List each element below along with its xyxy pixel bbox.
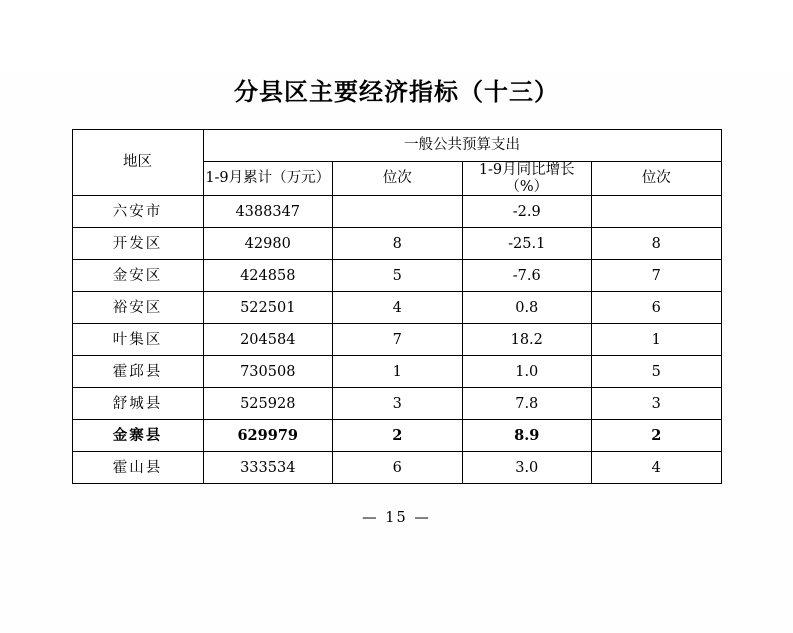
cell-region: 裕安区 <box>72 292 203 324</box>
cell-amount: 42980 <box>203 228 333 260</box>
cell-rank-amount: 8 <box>333 228 463 260</box>
cell-growth: 0.8 <box>462 292 592 324</box>
page-title: 分县区主要经济指标（十三） <box>234 77 559 106</box>
table-row <box>72 324 721 356</box>
table-row <box>72 452 721 484</box>
table-row <box>72 196 721 228</box>
cell-amount: 424858 <box>203 260 333 292</box>
cell-growth: -7.6 <box>462 260 592 292</box>
statistics-table-container <box>72 129 722 484</box>
table-body <box>72 196 721 484</box>
cell-rank-growth: 5 <box>592 356 722 388</box>
table-row <box>72 260 721 292</box>
cell-amount: 333534 <box>203 452 333 484</box>
cell-rank-amount: 1 <box>333 356 463 388</box>
cell-growth: 3.0 <box>462 452 592 484</box>
column-header-rank-growth: 位次 <box>592 162 722 196</box>
cell-growth: -25.1 <box>462 228 592 260</box>
cell-growth: -2.9 <box>462 196 592 228</box>
statistics-table <box>72 129 722 484</box>
column-header-amount: 1-9月累计（万元） <box>203 162 333 196</box>
cell-region: 六安市 <box>72 196 203 228</box>
table-row <box>72 356 721 388</box>
table-row <box>72 420 721 452</box>
page-number: — 15 — <box>362 510 431 527</box>
cell-amount: 204584 <box>203 324 333 356</box>
cell-rank-amount: 7 <box>333 324 463 356</box>
column-header-rank-amount: 位次 <box>333 162 463 196</box>
cell-growth: 7.8 <box>462 388 592 420</box>
cell-region: 开发区 <box>72 228 203 260</box>
cell-growth: 8.9 <box>462 420 592 452</box>
cell-rank-growth: 7 <box>592 260 722 292</box>
table-header-row-1 <box>72 130 721 162</box>
cell-growth: 18.2 <box>462 324 592 356</box>
column-header-growth: 1-9月同比增长（%） <box>462 162 592 196</box>
cell-rank-growth: 4 <box>592 452 722 484</box>
column-header-region: 地区 <box>72 130 203 196</box>
cell-rank-growth: 2 <box>592 420 722 452</box>
cell-rank-amount: 2 <box>333 420 463 452</box>
cell-rank-amount: 5 <box>333 260 463 292</box>
cell-region: 金安区 <box>72 260 203 292</box>
cell-amount: 730508 <box>203 356 333 388</box>
cell-rank-amount: 6 <box>333 452 463 484</box>
cell-amount: 525928 <box>203 388 333 420</box>
table-row <box>72 228 721 260</box>
table-row <box>72 388 721 420</box>
cell-rank-growth: 1 <box>592 324 722 356</box>
cell-rank-amount <box>333 196 463 228</box>
cell-amount: 629979 <box>203 420 333 452</box>
cell-rank-amount: 4 <box>333 292 463 324</box>
cell-rank-amount: 3 <box>333 388 463 420</box>
cell-amount: 522501 <box>203 292 333 324</box>
table-header <box>72 130 721 196</box>
cell-amount: 4388347 <box>203 196 333 228</box>
cell-region: 金寨县 <box>72 420 203 452</box>
cell-region: 霍邱县 <box>72 356 203 388</box>
cell-rank-growth: 3 <box>592 388 722 420</box>
cell-growth: 1.0 <box>462 356 592 388</box>
table-row <box>72 292 721 324</box>
cell-rank-growth: 8 <box>592 228 722 260</box>
cell-region: 叶集区 <box>72 324 203 356</box>
cell-region: 霍山县 <box>72 452 203 484</box>
column-header-group: 一般公共预算支出 <box>203 130 721 162</box>
document-page <box>0 72 793 633</box>
cell-rank-growth: 6 <box>592 292 722 324</box>
cell-rank-growth <box>592 196 722 228</box>
cell-region: 舒城县 <box>72 388 203 420</box>
